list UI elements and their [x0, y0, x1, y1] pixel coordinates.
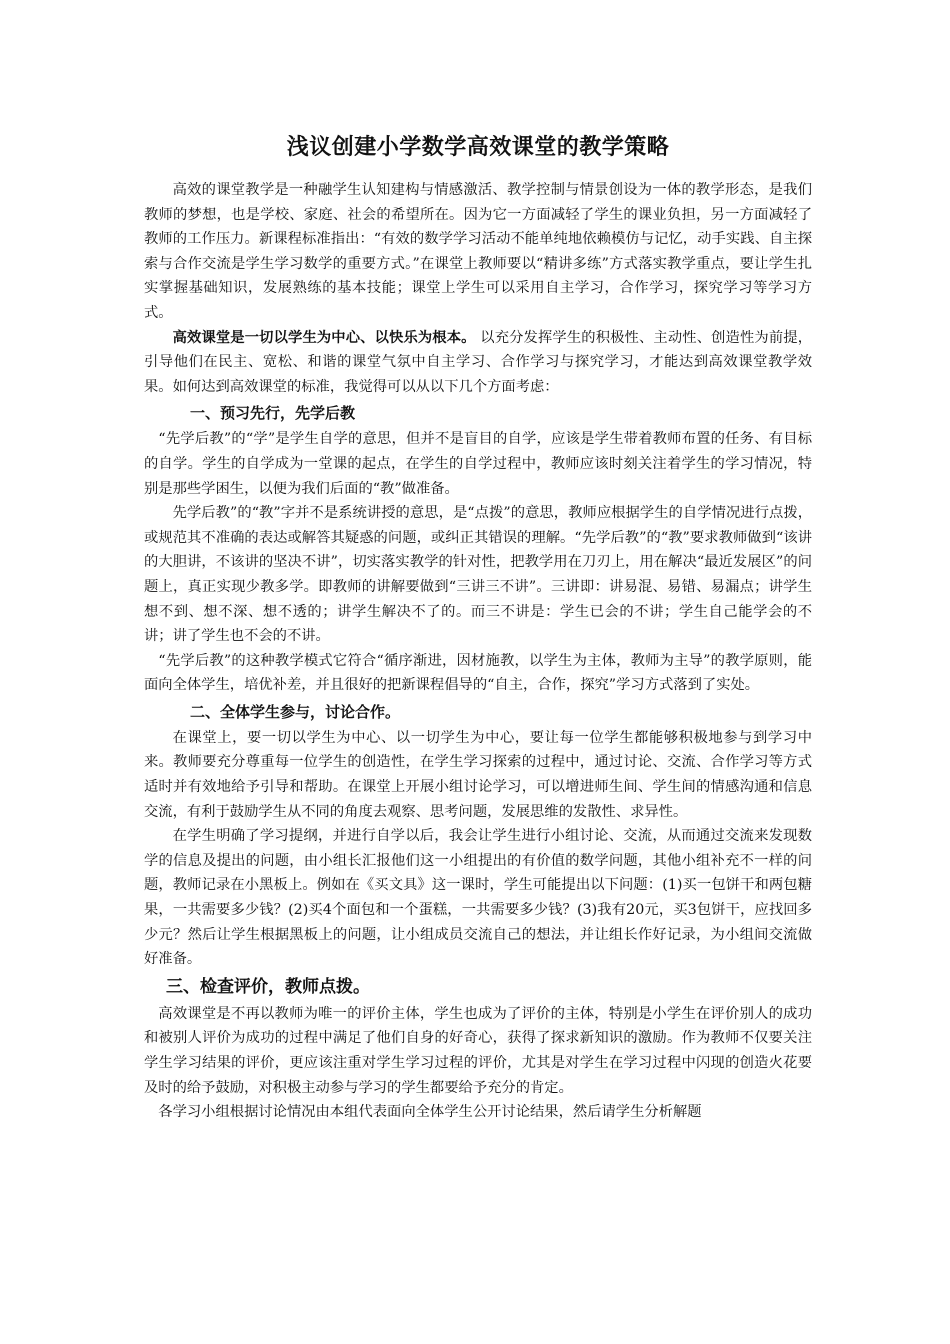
document-title: 浅议创建小学数学高效课堂的教学策略: [286, 135, 670, 160]
intro-paragraph-2: [144, 326, 812, 400]
section-3-heading: 三、检查评价，教师点拨。: [166, 976, 370, 997]
intro-bold-sentence: 高效课堂是一切以学生为中心、以快乐为根本。: [172, 329, 476, 346]
section-1-heading: 一、预习先行，先学后教: [190, 404, 356, 423]
intro-paragraph-2-rest: 以充分发挥学生的积极性、主动性、创造性为前提，引导他们在民主、宽松、和谐的课堂气氛中自主学习、合作学习与探究学习，才能达到高效课堂教学效果。如何达到高效课堂的标准，我觉得可以从以下几个方面考虑：: [144, 329, 812, 395]
section-3-paragraph-1: 高效课堂是不再以教师为唯一的评价主体，学生也成为了评价的主体，特别是小学生在评价别人的成功和被别人评价为成功的过程中满足了他们自身的好奇心，获得了探求新知识的激励。作为教师不仅要关注学生学习结果的评价，更应该注重对学生学习过程的评价，尤其是对学生在学习过程中闪现的创造火花要及时的给予鼓励，对积极主动参与学习的学生都要给予充分的肯定。: [144, 1005, 812, 1096]
document-page: [144, 128, 812, 1125]
section-1-paragraph-2: 先学后教”的“教”字并不是系统讲授的意思，是“点拨”的意思，教师应根据学生的自学情况进行点拨，或规范其不准确的表达或解答其疑惑的问题，或纠正其错误的理解。“先学后教”的“教”要求教师做到“该讲的大胆讲，不该讲的坚决不讲”，切实落实教学的针对性，把教学用在刀刃上，用在解决“最近发展区”的问题上，真正实现少教多学。即教师的讲解要做到“三讲三不讲”。三讲即：讲易混、易错、易漏点；讲学生想不到、想不深、想不透的；讲学生解决不了的。而三不讲是：学生已会的不讲；学生自己能学会的不讲；讲了学生也不会的不讲。: [144, 505, 812, 645]
section-3-paragraph-2: 各学习小组根据讨论情况由本组代表面向全体学生公开讨论结果，然后请学生分析解题: [158, 1104, 702, 1121]
intro-paragraph-1: 高效的课堂教学是一种融学生认知建构与情感激活、教学控制与情景创设为一体的教学形态，是我们教师的梦想，也是学校、家庭、社会的希望所在。因为它一方面减轻了学生的课业负担，另一方面减轻了教师的工作压力。新课程标准指出：“有效的数学学习活动不能单纯地依赖模仿与记忆，动手实践、自主探索与合作交流是学生学习数学的重要方式。”在课堂上教师要以“精讲多练”方式落实教学重点，要让学生扎实掌握基础知识，发展熟练的基本技能；课堂上学生可以采用自主学习，合作学习，探究学习等学习方式。: [144, 182, 812, 321]
section-1-paragraph-3: “先学后教”的这种教学模式它符合“循序渐进，因材施教，以学生为主体，教师为主导”的教学原则，能面向全体学生，培优补差，并且很好的把新课程倡导的“自主，合作，探究”学习方式落到了实处。: [144, 652, 812, 694]
section-2-paragraph-2: 在学生明确了学习提纲，并进行自学以后，我会让学生进行小组讨论、交流，从而通过交流来发现数学的信息及提出的问题，由小组长汇报他们这一小组提出的有价值的数学问题，其他小组补充不一样的问题，教师记录在小黑板上。例如在《买文具》这一课时，学生可能提出以下问题：(1)买一包饼干和两包糖果，一共需要多少钱？(2)买4个面包和一个蛋糕，一共需要多少钱？(3)我有20元，买3包饼干，应找回多少元？然后让学生根据黑板上的问题，让小组成员交流自己的想法，并让组长作好记录，为小组间交流做好准备。: [144, 828, 812, 968]
section-2-paragraph-1: 在课堂上，要一切以学生为中心、以一切学生为中心，要让每一位学生都能够积极地参与到学习中来。教师要充分尊重每一位学生的创造性，在学生学习探索的过程中，通过讨论、交流、合作学习等方式适时并有效地给予引导和帮助。在课堂上开展小组讨论学习，可以增进师生间、学生间的情感沟通和信息交流，有利于鼓励学生从不同的角度去观察、思考问题，发展思维的发散性、求异性。: [144, 729, 812, 820]
section-2-heading: 二、全体学生参与，讨论合作。: [190, 702, 401, 721]
section-1-paragraph-1: “先学后教”的“学”是学生自学的意思，但并不是盲目的自学，应该是学生带着教师布置的任务、有目标的自学。学生的自学成为一堂课的起点，在学生的自学过程中，教师应该时刻关注着学生的学习情况，特别是那些学困生，以便为我们后面的“教”做准备。: [144, 431, 812, 497]
